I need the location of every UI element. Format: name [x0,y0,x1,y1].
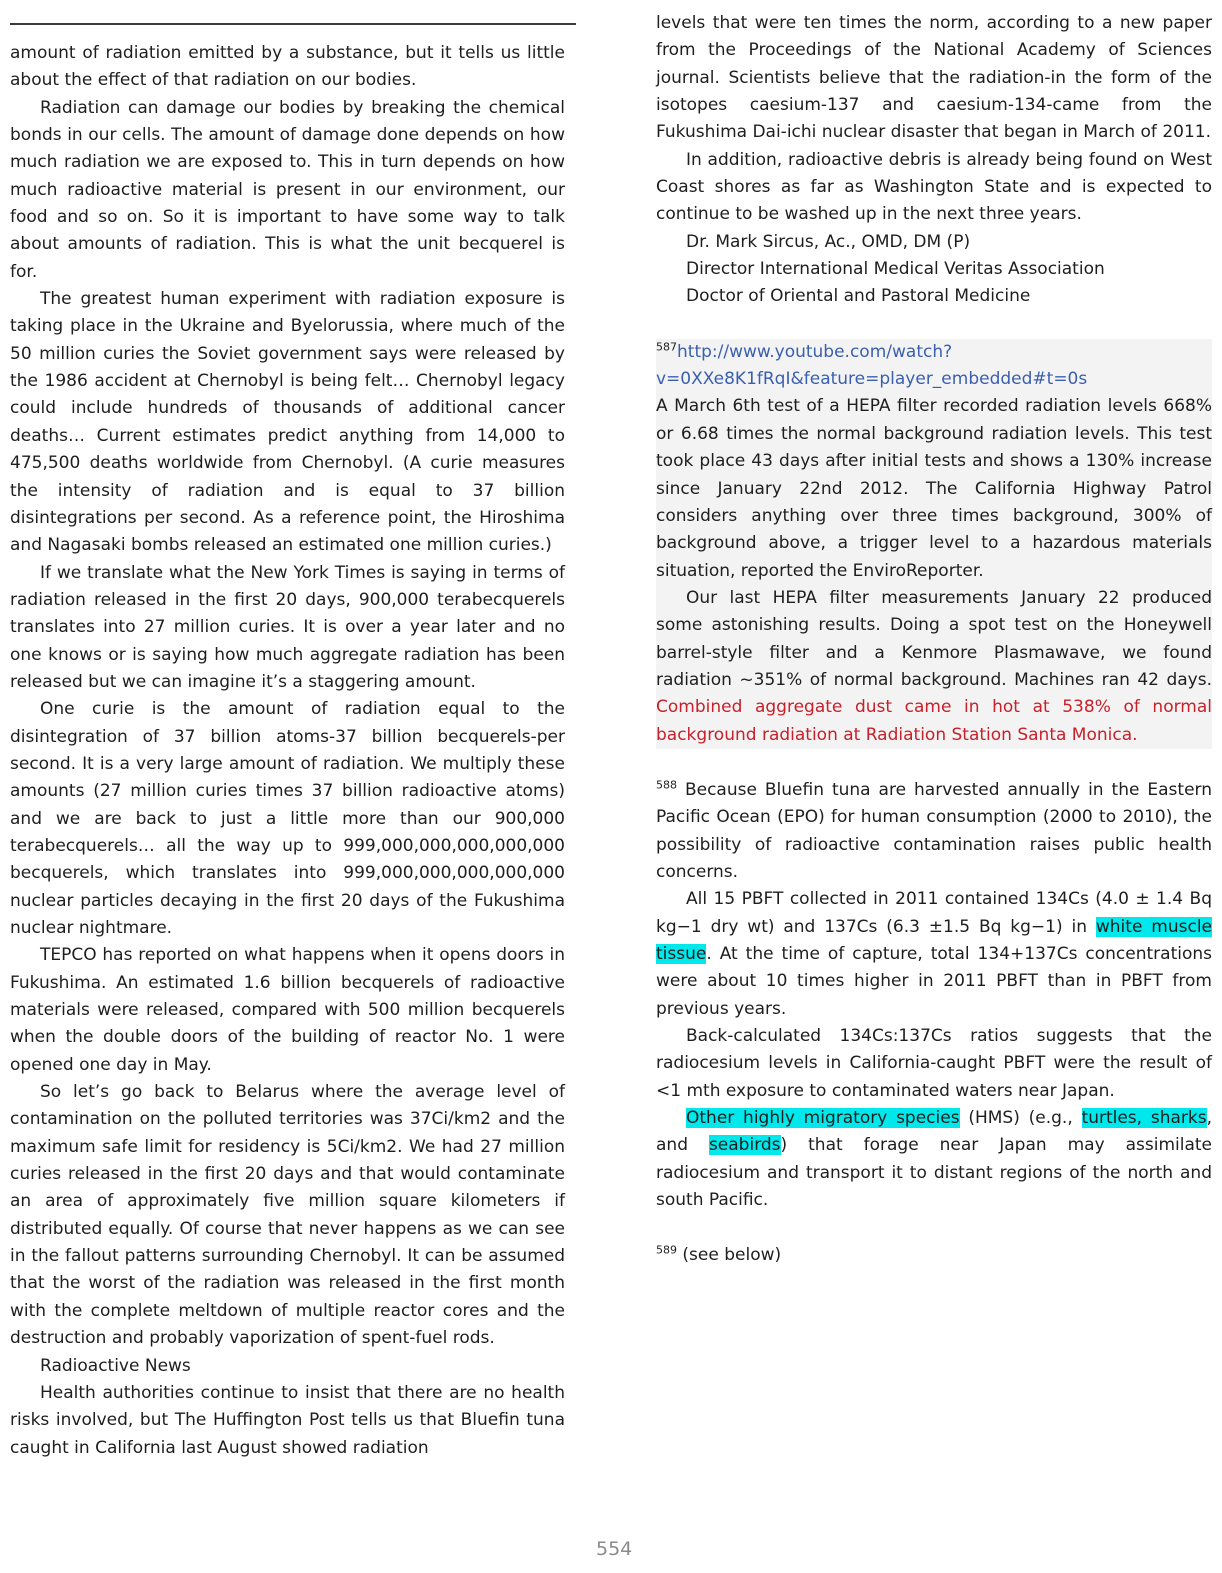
right-paragraph: levels that were ten times the norm, according to a new paper from the Proceedings of the National Academy of Sciences journal. Scientists believe that the radiation-in the form of the isotopes caesium-137 and caesium-134-came from the Fukushima Dai-ichi nuclear disaster that began in March of 2011. [656,13,1212,143]
footnote-text: (see below) [677,1245,782,1266]
right-paragraph: In addition, radioactive debris is already being found on West Coast shores as far as Washington State and is expected to continue to be washed up in the next three years. [656,149,1212,225]
left-paragraph: TEPCO has reported on what happens when it opens doors in Fukushima. An estimated 1.6 billion becquerels of radioactive materials were released, compared with 500 million becquerels when the double doors of the building of reactor No. 1 were opened one day in May. [10,945,565,1075]
hms-text: ) that forage near Japan may assimilate radiocesium and transport it to distant regions of the north and south Pacific. [656,1135,1212,1211]
signature-title: Director International Medical Veritas Association [686,259,1105,280]
youtube-link[interactable]: http://www.youtube.com/watch?v=0XXe8K1fRqI&feature=player_embedded#t=0s [656,341,1088,390]
red-highlighted-text: Combined aggregate dust came in hot at 538% of normal background radiation at Radiation Station Santa Monica. [656,697,1212,745]
signature-name: Dr. Mark Sircus, Ac., OMD, DM (P) [686,231,971,252]
right-column [656,10,1212,1270]
section-heading: Radioactive News [40,1355,191,1376]
left-paragraph: Radiation can damage our bodies by breaking the chemical bonds in our cells. The amount of damage done depends on how much radiation we are exposed to. This in turn depends on how much radioactive material is present in our environment, our food and so on. So it is important to have some way to talk about amounts of radiation. This is what the unit becquerel is for. [10,97,565,282]
highlight-turtles-sharks: turtles, sharks [1081,1108,1207,1129]
footnote-number: 587 [656,340,677,354]
signature-degree: Doctor of Oriental and Pastoral Medicine [686,286,1031,307]
highlight-species: Other highly migratory species [686,1108,960,1129]
footnote-589 [656,1242,1212,1269]
pbft-text: All 15 PBFT collected in 2011 contained 134Cs (4.0 ± 1.4 Bq kg−1 dry wt) and 137Cs (6.3 ±1.5 Bq kg−1) in [656,889,1212,937]
left-paragraph: One curie is the amount of radiation equal to the disintegration of 37 billion atoms-37 billion becquerels-per second. It is a very large amount of radiation. We multiply these amounts (27 million curies times 37 billion radioactive atoms) and we are back to just a little more than our 900,000 terabecquerels… all the way up to 999,000,000,000,000,000 becquerels, which translates into 999,000,000,000,000,000 nuclear particles decaying in the first 20 days of the Fukushima nuclear nightmare. [10,699,565,938]
hms-text: , and [656,1108,1213,1156]
left-paragraph: If we translate what the New York Times is saying in terms of radiation released in the first 20 days, 900,000 terabecquerels translates into 27 million curies. It is over a year later and no one knows or is saying how much aggregate radiation has been released but we can imagine it’s a staggering amount. [10,562,565,692]
footnote-number: 589 [656,1243,677,1257]
highlight-white-muscle: white muscle tissue [656,916,1212,964]
right-paragraph: Back-calculated 134Cs:137Cs ratios suggests that the radiocesium levels in California-caught PBFT were the result of <1 mth exposure to contaminated waters near Japan. [656,1026,1212,1101]
left-column [10,10,565,1462]
hms-text: (HMS) (e.g., [959,1108,1082,1129]
left-paragraph: Health authorities continue to insist that there are no health risks involved, but The Huffington Post tells us that Bluefin tuna caught in California last August showed radiation [10,1382,565,1458]
hepa-paragraph: Our last HEPA filter measurements January 22 produced some astonishing results. Doing a spot test on the Honeywell barrel-style filter and a Kenmore Plasmawave, we found radiation ~351% of normal background. Machines ran 42 days. [656,587,1212,690]
left-paragraph: So let’s go back to Belarus where the average level of contamination on the polluted territories was 37Ci/km2 and the maximum safe limit for residency is 5Ci/km2. We had 27 million curies released in the first 20 days and that would contaminate an area of approximately five million square kilometers if distributed equally. Of course that never happens as we can see in the fallout patterns surrounding Chernobyl. It can be assumed that the worst of the radiation was released in the first month with the complete meltdown of multiple reactor cores and the destruction and probably vaporization of spent-fuel rods. [10,1082,565,1349]
page-number: 554 [596,1538,633,1560]
right-paragraph: A March 6th test of a HEPA filter recorded radiation levels 668% or 6.68 times the normal background radiation levels. This test took place 43 days after initial tests and shows a 130% increase since January 22nd 2012. The California Highway Patrol considers anything over three times background, 300% of background above, a trigger level to a hazardous materials situation, reported the EnviroReporter. [656,396,1212,581]
footnote-text: Because Bluefin tuna are harvested annually in the Eastern Pacific Ocean (EPO) for human consumption (2000 to 2010), the possibility of radioactive contamination raises public health concerns. [656,779,1212,882]
pbft-text-cont: . At the time of capture, total 134+137Cs concentrations were about 10 times higher in 2011 PBFT than in PBFT from previous years. [656,944,1212,1019]
footnote-588 [656,777,1212,1215]
footnote-number: 588 [656,778,677,792]
left-paragraph: The greatest human experiment with radiation exposure is taking place in the Ukraine and Byelorussia, where much of the 50 million curies the Soviet government says were released by the 1986 accident at Chernobyl is being felt… Chernobyl legacy could include hundreds of thousands of additional cancer deaths… Current estimates predict anything from 14,000 to 475,500 deaths worldwide from Chernobyl. (A curie measures the intensity of radiation and is equal to 37 billion disintegrations per second. As a reference point, the Hiroshima and Nagasaki bombs released an estimated one million curies.) [10,289,565,556]
footnote-587 [656,339,1212,749]
highlight-seabirds: seabirds [708,1135,781,1156]
left-paragraph: amount of radiation emitted by a substance, but it tells us little about the effect of that radiation on our bodies. [10,43,565,91]
